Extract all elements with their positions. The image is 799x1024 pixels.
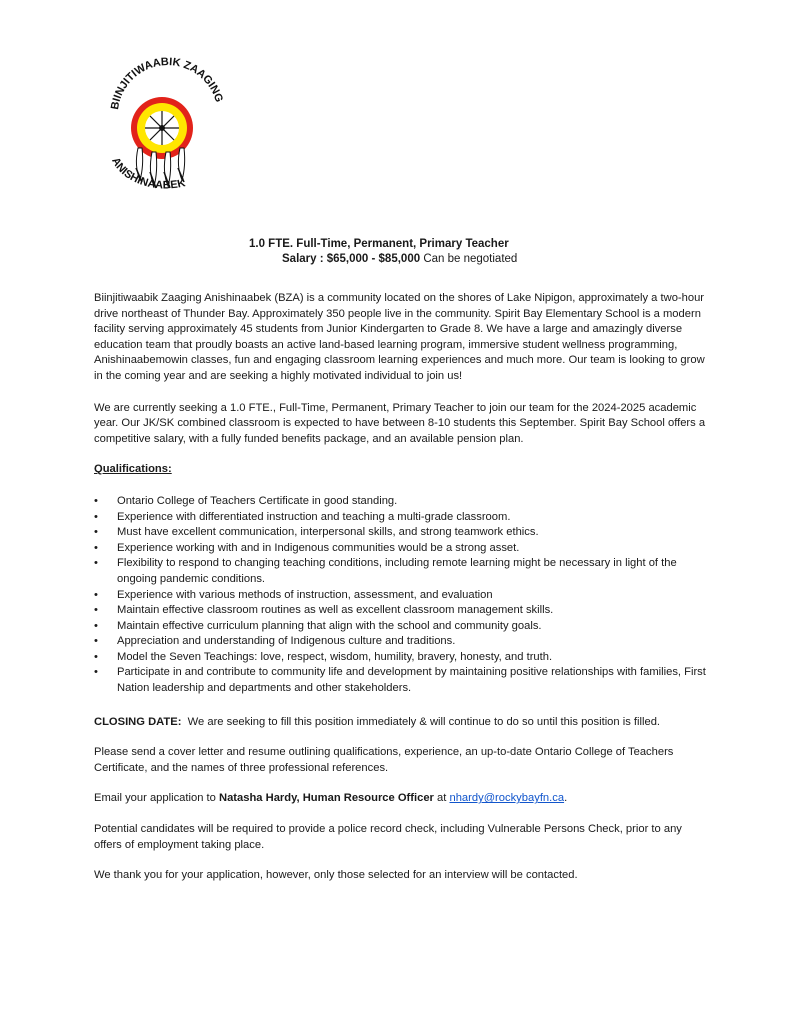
- salary-range: Salary : $65,000 - $85,000: [282, 253, 421, 265]
- svg-text:ANISHINAABEK: [109, 156, 186, 192]
- logo-top-text: BIINJITIWAABIK ZAAGING: [108, 55, 225, 111]
- list-item: • Maintain effective curriculum planning that align with the school and community goals.: [94, 619, 706, 635]
- job-posting-body: [94, 291, 706, 884]
- contact-name: Natasha Hardy, Human Resource Officer: [219, 792, 434, 805]
- intro-paragraph-position: We are currently seeking a 1.0 FTE., Full-Time, Permanent, Primary Teacher to join our team for the 2024-2025 academic year. Our JK/SK combined classroom is expected to have between 8-10 students this September. Spirit Bay School offers a competitive salary, with a fully funded benefits package, and an available pension plan.: [94, 401, 706, 445]
- job-title: 1.0 FTE. Full-Time, Permanent, Primary Teacher: [249, 238, 509, 250]
- qualifications-heading: Qualifications:: [94, 463, 172, 476]
- thank-you-paragraph: We thank you for your application, however, only those selected for an interview will be contacted.: [94, 869, 578, 882]
- logo-bottom-text: ANISHINAABEK: [109, 155, 187, 192]
- closing-date-paragraph: [94, 715, 706, 731]
- email-paragraph: [94, 791, 706, 807]
- list-item: • Experience working with and in Indigenous communities would be a strong asset.: [94, 541, 706, 557]
- email-prefix: Email your application to: [94, 792, 216, 805]
- list-item: • Participate in and contribute to community life and development by maintaining positive relationships with families, First Nation leadership and departments and other stakeholders.: [94, 665, 706, 696]
- list-item: • Must have excellent communication, interpersonal skills, and strong teamwork ethics.: [94, 525, 706, 541]
- intro-paragraph-community: Biinjitiwaabik Zaaging Anishinaabek (BZA) is a community located on the shores of Lake Nipigon, approximately a two-hour drive northeast of Thunder Bay. Approximately 350 people live in the community. Spirit Bay Elementary School is a modern facility serving approximately 45 students from Junior Kindergarten to Grade 8. We have a large and amazingly diverse education team that proudly boasts an active land-based learning program, immersive student wellness programming, Anishinaabemowin classes, fun and engaging classroom learning experiences and much more. Our team is looking to grow in the coming year and are seeking a highly motivated individual to join us!: [94, 292, 705, 382]
- email-mid: at: [437, 792, 447, 805]
- list-item: • Maintain effective classroom routines as well as excellent classroom management skills.: [94, 603, 706, 619]
- dreamcatcher-logo-icon: [100, 48, 230, 198]
- bza-logo: [100, 48, 230, 198]
- email-suffix: .: [564, 792, 568, 805]
- salary-line: [282, 251, 517, 267]
- salary-note: Can be negotiated: [423, 253, 518, 265]
- list-item: • Experience with differentiated instruction and teaching a multi-grade classroom.: [94, 510, 706, 526]
- list-item: • Model the Seven Teachings: love, respect, wisdom, humility, bravery, honesty, and truth.: [94, 650, 706, 666]
- list-item: • Appreciation and understanding of Indigenous culture and traditions.: [94, 634, 706, 650]
- email-link[interactable]: nhardy@rockybayfn.ca: [449, 792, 565, 805]
- qualifications-list: [94, 494, 706, 697]
- list-item: • Experience with various methods of instruction, assessment, and evaluation: [94, 588, 706, 604]
- closing-date-text: We are seeking to fill this position immediately & will continue to do so until this position is filled.: [187, 715, 661, 728]
- list-item: • Ontario College of Teachers Certificate in good standing.: [94, 494, 706, 510]
- list-item: • Flexibility to respond to changing teaching conditions, including remote learning might be necessary in light of the ongoing pandemic conditions.: [94, 556, 706, 587]
- application-instructions: Please send a cover letter and resume outlining qualifications, experience, an up-to-date Ontario College of Teachers Certificate, and the names of three professional references.: [94, 746, 674, 774]
- closing-date-label: CLOSING DATE:: [94, 715, 182, 728]
- police-check-paragraph: Potential candidates will be required to provide a police record check, including Vulnerable Persons Check, prior to any offers of employment taking place.: [94, 823, 682, 851]
